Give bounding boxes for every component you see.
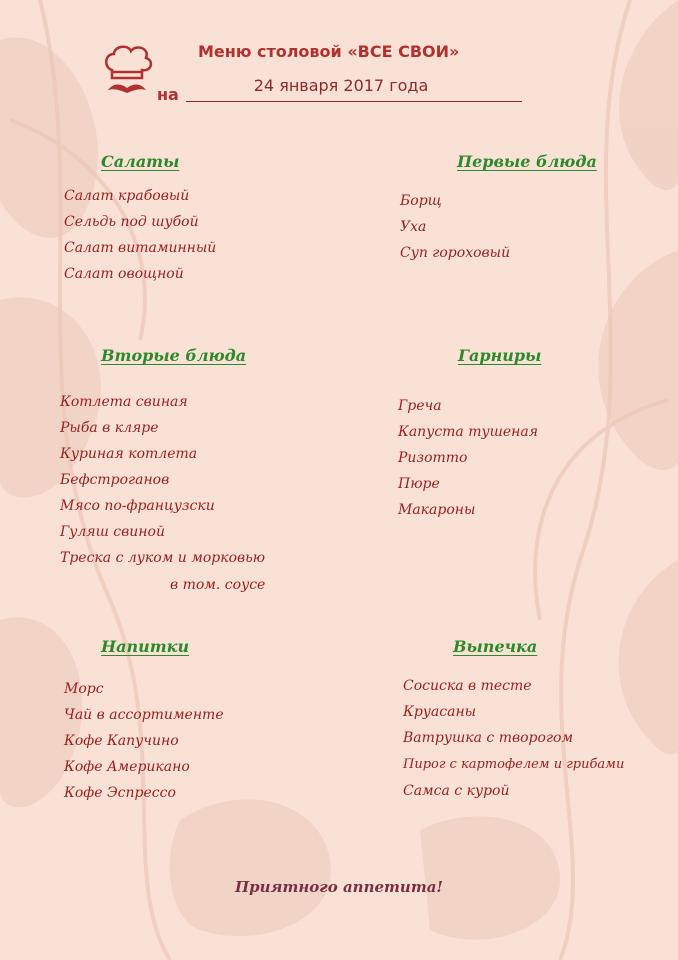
menu-item: Пирог с картофелем и грибами — [403, 757, 625, 772]
section-heading-second: Вторые блюда — [101, 346, 247, 365]
menu-item: Чай в ассортименте — [64, 707, 224, 723]
menu-item: Суп гороховый — [400, 245, 511, 261]
menu-item: Кофе Американо — [64, 759, 190, 775]
menu-item: Мясо по-французски — [60, 498, 215, 514]
menu-item: Треска с луком и морковью — [60, 550, 266, 566]
date-value: 24 января 2017 года — [253, 76, 429, 95]
menu-item: Салат крабовый — [64, 188, 190, 204]
date-prefix: на — [157, 85, 179, 104]
menu-item: Борщ — [400, 193, 442, 209]
chef-hat-mustache-icon — [100, 40, 154, 100]
section-heading-garnish: Гарниры — [458, 346, 542, 365]
menu-item: в том. соусе — [170, 577, 266, 593]
menu-item: Салат витаминный — [64, 240, 217, 256]
menu-item: Ватрушка с творогом — [403, 730, 574, 746]
menu-item: Сельдь под шубой — [64, 214, 199, 230]
menu-item: Куриная котлета — [60, 446, 198, 462]
section-heading-salads: Салаты — [101, 152, 180, 171]
menu-item: Самса с курой — [403, 783, 510, 799]
menu-item: Капуста тушеная — [398, 424, 539, 440]
menu-item: Уха — [400, 219, 427, 235]
section-heading-drinks: Напитки — [101, 637, 190, 656]
menu-item: Кофе Эспрессо — [64, 785, 176, 801]
menu-item: Пюре — [398, 476, 440, 492]
page-title: Меню столовой «ВСЕ СВОИ» — [198, 42, 460, 61]
menu-item: Котлета свиная — [60, 394, 188, 410]
menu-item: Греча — [398, 398, 442, 414]
menu-item: Макароны — [398, 502, 476, 518]
menu-item: Бефстроганов — [60, 472, 170, 488]
menu-item: Салат овощной — [64, 266, 184, 282]
section-heading-first: Первые блюда — [457, 152, 597, 171]
menu-item: Круасаны — [403, 704, 477, 720]
menu-item: Ризотто — [398, 450, 468, 466]
menu-item: Гуляш свиной — [60, 524, 165, 540]
menu-item: Рыба в кляре — [60, 420, 159, 436]
menu-item: Морс — [64, 681, 104, 697]
menu-item: Кофе Капучино — [64, 733, 179, 749]
section-heading-bakery: Выпечка — [453, 637, 538, 656]
date-underline — [186, 101, 522, 102]
footer-greeting: Приятного аппетита! — [234, 878, 443, 896]
menu-item: Сосиска в тесте — [403, 678, 532, 694]
